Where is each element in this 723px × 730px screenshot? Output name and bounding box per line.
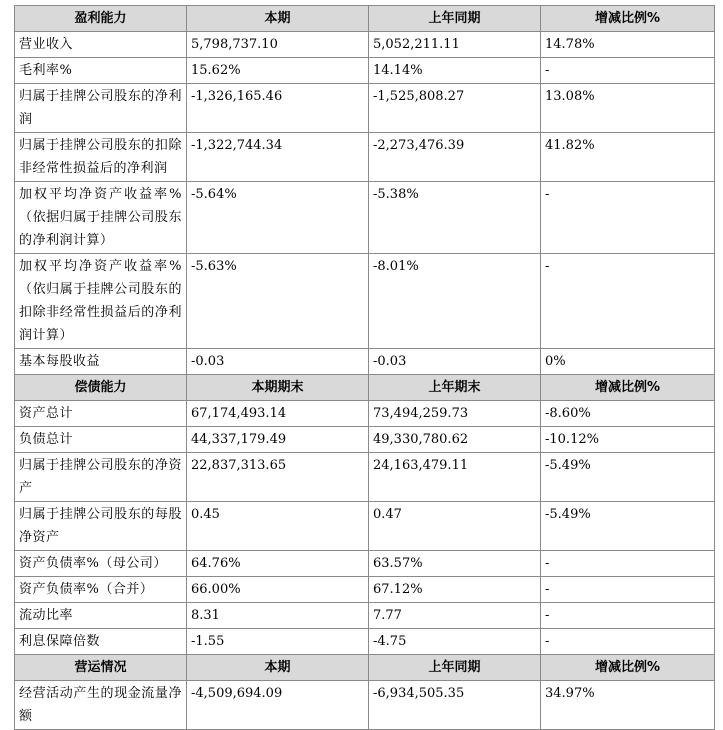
table-row (15, 629, 715, 655)
table-row (15, 427, 715, 453)
row-label: 归属于挂牌公司股东的净利润 (15, 84, 187, 133)
table-row (15, 58, 715, 84)
current-value: 8.31 (187, 603, 369, 629)
current-value: 22,837,313.65 (187, 453, 369, 502)
financial-indicators-table (14, 5, 715, 730)
previous-value: 67.12% (369, 577, 541, 603)
current-value: -5.64% (187, 182, 369, 254)
change-value: 34.97% (541, 681, 715, 730)
current-value: 0.45 (187, 502, 369, 551)
previous-value: -6,934,505.35 (369, 681, 541, 730)
column-header-change: 增减比例% (541, 375, 715, 401)
change-value: -10.12% (541, 427, 715, 453)
change-value: - (541, 577, 715, 603)
current-value: -5.63% (187, 254, 369, 349)
row-label: 资产总计 (15, 401, 187, 427)
column-header-previous: 上年同期 (369, 6, 541, 32)
current-value: 66.00% (187, 577, 369, 603)
column-header-current: 本期 (187, 6, 369, 32)
row-label: 毛利率% (15, 58, 187, 84)
table-row (15, 401, 715, 427)
section-title: 偿债能力 (15, 375, 187, 401)
previous-value: 73,494,259.73 (369, 401, 541, 427)
row-label: 利息保障倍数 (15, 629, 187, 655)
row-label: 归属于挂牌公司股东的净资产 (15, 453, 187, 502)
previous-value: -0.03 (369, 349, 541, 375)
previous-value: 14.14% (369, 58, 541, 84)
table-row (15, 84, 715, 133)
previous-value: 24,163,479.11 (369, 453, 541, 502)
change-value: 14.78% (541, 32, 715, 58)
row-label: 归属于挂牌公司股东的每股净资产 (15, 502, 187, 551)
column-header-change: 增减比例% (541, 655, 715, 681)
previous-value: 5,052,211.11 (369, 32, 541, 58)
section-header-row (15, 375, 715, 401)
section-title: 营运情况 (15, 655, 187, 681)
current-value: -0.03 (187, 349, 369, 375)
current-value: 15.62% (187, 58, 369, 84)
table-row (15, 577, 715, 603)
row-label: 基本每股收益 (15, 349, 187, 375)
table-row (15, 502, 715, 551)
previous-value: 0.47 (369, 502, 541, 551)
previous-value: -2,273,476.39 (369, 133, 541, 182)
previous-value: 7.77 (369, 603, 541, 629)
current-value: 5,798,737.10 (187, 32, 369, 58)
current-value: 44,337,179.49 (187, 427, 369, 453)
previous-value: -4.75 (369, 629, 541, 655)
change-value: -8.60% (541, 401, 715, 427)
row-label: 流动比率 (15, 603, 187, 629)
change-value: 13.08% (541, 84, 715, 133)
row-label: 加权平均净资产收益率%（依据归属于挂牌公司股东的净利润计算） (15, 182, 187, 254)
table-row (15, 254, 715, 349)
row-label: 营业收入 (15, 32, 187, 58)
table-row (15, 133, 715, 182)
table-row (15, 681, 715, 730)
change-value: 41.82% (541, 133, 715, 182)
column-header-change: 增减比例% (541, 6, 715, 32)
table-row (15, 349, 715, 375)
column-header-previous: 上年同期 (369, 655, 541, 681)
change-value: 0% (541, 349, 715, 375)
current-value: 64.76% (187, 551, 369, 577)
change-value: - (541, 254, 715, 349)
column-header-current: 本期 (187, 655, 369, 681)
current-value: 67,174,493.14 (187, 401, 369, 427)
change-value: -5.49% (541, 502, 715, 551)
financial-indicators-body (15, 6, 715, 730)
change-value: - (541, 182, 715, 254)
previous-value: -8.01% (369, 254, 541, 349)
row-label: 归属于挂牌公司股东的扣除非经常性损益后的净利润 (15, 133, 187, 182)
current-value: -1.55 (187, 629, 369, 655)
change-value: - (541, 58, 715, 84)
table-row (15, 453, 715, 502)
change-value: -5.49% (541, 453, 715, 502)
previous-value: 49,330,780.62 (369, 427, 541, 453)
row-label: 资产负债率%（母公司） (15, 551, 187, 577)
section-header-row (15, 6, 715, 32)
current-value: -4,509,694.09 (187, 681, 369, 730)
section-title: 盈利能力 (15, 6, 187, 32)
column-header-current: 本期期末 (187, 375, 369, 401)
row-label: 加权平均净资产收益率%（依归属于挂牌公司股东的扣除非经常性损益后的净利润计算） (15, 254, 187, 349)
current-value: -1,326,165.46 (187, 84, 369, 133)
section-header-row (15, 655, 715, 681)
current-value: -1,322,744.34 (187, 133, 369, 182)
table-row (15, 551, 715, 577)
change-value: - (541, 629, 715, 655)
table-row (15, 182, 715, 254)
row-label: 经营活动产生的现金流量净额 (15, 681, 187, 730)
row-label: 负债总计 (15, 427, 187, 453)
row-label: 资产负债率%（合并） (15, 577, 187, 603)
table-row (15, 32, 715, 58)
change-value: - (541, 551, 715, 577)
table-row (15, 603, 715, 629)
previous-value: 63.57% (369, 551, 541, 577)
previous-value: -5.38% (369, 182, 541, 254)
change-value: - (541, 603, 715, 629)
previous-value: -1,525,808.27 (369, 84, 541, 133)
column-header-previous: 上年期末 (369, 375, 541, 401)
